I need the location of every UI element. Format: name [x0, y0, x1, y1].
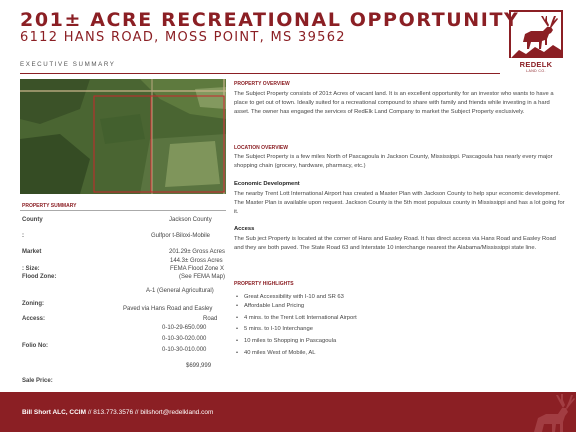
value-access-2: Road [203, 316, 218, 322]
footer-separator: // [87, 409, 92, 416]
location-heading: LOCATION OVERVIEW [234, 145, 288, 151]
value-folio-2: 0-10-30-020.000 [162, 336, 207, 342]
location-text: The Subject Property is a few miles North of Pascagoula in Jackson County, Mississippi. Pascagoula has nearly every major shopping chain (grocery, hardware, pharmacy, etc.) [234, 154, 553, 169]
logo-tagline: LAND CO. [526, 69, 546, 73]
value-access-1: Paved via Hans Road and Easley [123, 306, 213, 312]
label-flood-zone: Flood Zone: [22, 274, 57, 280]
value-zoning: A-1 (General Agricultural) [146, 288, 214, 294]
highlight-item: • 5 mins. to I-10 Interchange [234, 324, 564, 336]
footer-email[interactable]: billshort@redelkland.com [140, 409, 214, 416]
value-net-acres: 144.3± Gross Acres [170, 258, 223, 264]
page-title: 201± ACRE RECREATIONAL OPPORTUNITY [20, 9, 520, 31]
label-sale-price: Sale Price: [22, 378, 53, 384]
highlights-heading: PROPERTY HIGHLIGHTS [234, 281, 294, 287]
highlight-item: • Great Accessibility with I-10 and SR 63 [234, 292, 564, 304]
redelk-logo [509, 10, 563, 76]
economic-heading: Economic Development [234, 181, 300, 187]
highlight-item: • Affordable Land Pricing [234, 301, 564, 313]
property-summary-divider [20, 210, 226, 211]
logo-name: REDELK [519, 60, 553, 69]
value-price: $699,999 [186, 363, 212, 369]
label-size: : Size: [22, 266, 40, 272]
highlights-list [234, 292, 564, 360]
footer-bar [0, 392, 576, 432]
highlight-item: • 10 miles to Shopping in Pascagoula [234, 336, 564, 348]
value-gross-acres: 201.29± Gross Acres [169, 249, 225, 255]
label-msa: : [22, 233, 24, 239]
footer-phone[interactable]: 813.773.3576 [93, 409, 134, 416]
highlight-item: • 40 miles West of Mobile, AL [234, 348, 564, 360]
property-summary-heading: PROPERTY SUMMARY [22, 203, 77, 209]
aerial-photo-image [20, 79, 226, 194]
elk-watermark-icon [530, 392, 576, 432]
section-label: EXECUTIVE SUMMARY [20, 61, 116, 68]
access-heading: Access [234, 226, 255, 232]
access-text: The Sub ject Property is located at the corner of Hans and Easley Road. It has direct access via Hans Road and Easley Road and they are both paved. The State Road 63 and Interstate 10 interchange nearest the Alabama/Mississippi state line. [234, 236, 556, 251]
footer-separator: // [134, 409, 139, 416]
label-zoning: Zoning: [22, 301, 44, 307]
page-subtitle: 6112 HANS ROAD, MOSS POINT, MS 39562 [20, 30, 346, 45]
value-flood-zone: FEMA Flood Zone X [170, 266, 225, 272]
overview-text: The Subject Property consists of 201± Acres of vacant land. It is an excellent opportunity for an investor who wants to have a place to get out of town. Ideally suited for a recreational compound to share with family and friends while investing in a hard asset. The owner has engaged the services of RedElk Land Company to market the Subject Property exclusively. [234, 91, 554, 115]
value-folio-3: 0-10-30-010.000 [162, 347, 207, 353]
economic-text: The nearby Trent Lott International Airport has created a Master Plan with Jackson County to help spur economic development. The Master Plan is available upon request. Jackson County is the 5th most populous county in Mississippi and has a lot going for it. [234, 191, 565, 215]
footer-name: Bill Short ALC, CCIM [22, 409, 87, 416]
overview-heading: PROPERTY OVERVIEW [234, 81, 290, 87]
elk-logo-icon [511, 12, 561, 58]
label-county: County [22, 217, 43, 223]
label-folio: Folio No: [22, 343, 48, 349]
value-folio-1: 0-10-29-650.090 [162, 325, 207, 331]
value-flood-map: (See FEMA Map) [179, 274, 226, 280]
label-market: Market [22, 249, 42, 255]
header-divider [20, 73, 500, 74]
highlight-item: • 4 mins. to the Trent Lott International Airport [234, 313, 564, 325]
value-county: Jackson County [169, 217, 212, 223]
footer-contact [22, 409, 213, 416]
logo-frame [509, 10, 563, 58]
label-access: Access: [22, 316, 46, 322]
value-msa: Gulfpor t-Biloxi-Mobile [151, 233, 211, 239]
